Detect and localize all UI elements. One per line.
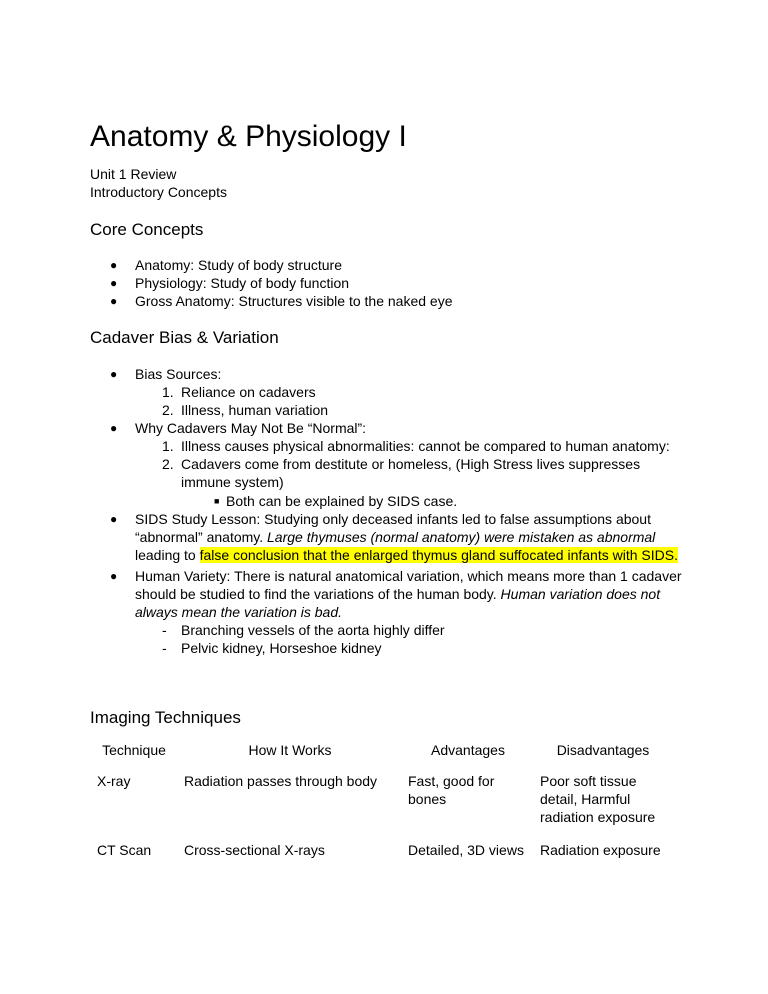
cell-advantages: Fast, good for — [408, 773, 495, 789]
cell-disadvantages: radiation exposure — [540, 809, 656, 825]
variety-item-kidney: Pelvic kidney, Horseshoe kidney — [181, 640, 382, 656]
dash-bullet-icon: - — [162, 622, 167, 638]
bullet-icon: ● — [110, 512, 118, 526]
cell-disadvantages: detail, Harmful — [540, 791, 631, 807]
square-bullet-icon: ■ — [214, 496, 220, 506]
human-variety-italic: always mean the variation is bad. — [135, 604, 342, 620]
sids-lesson-line2 — [135, 528, 655, 546]
bias-item-illness: Illness, human variation — [181, 402, 329, 418]
document-title: Anatomy & Physiology I — [90, 120, 407, 153]
bullet-icon: ● — [110, 276, 118, 290]
cell-how: Radiation passes through body — [184, 773, 378, 789]
table-header-disadvantages: Disadvantages — [556, 742, 650, 758]
core-item-physiology: Physiology: Study of body function — [135, 275, 350, 291]
bias-item-cadavers: Reliance on cadavers — [181, 384, 316, 400]
bullet-icon: ● — [110, 294, 118, 308]
why-cadavers-label: Why Cadavers May Not Be “Normal”: — [135, 420, 367, 436]
bullet-icon: ● — [110, 258, 118, 272]
why-item-destitute-line2: immune system) — [181, 474, 284, 490]
list-number: 1. — [162, 384, 174, 400]
cadaver-heading: Cadaver Bias & Variation — [90, 328, 279, 347]
table-header-technique: Technique — [102, 742, 166, 758]
table-header-how: How It Works — [248, 742, 332, 758]
cell-technique: X-ray — [97, 773, 131, 789]
imaging-heading: Imaging Techniques — [90, 708, 241, 727]
subtitle-topic: Introductory Concepts — [90, 184, 227, 200]
sids-lesson-plain: “abnormal” anatomy. — [135, 529, 268, 545]
sids-lesson-italic: Large thymuses (normal anatomy) were mistaken as abnormal — [267, 529, 656, 545]
core-concepts-heading: Core Concepts — [90, 220, 204, 239]
human-variety-italic: Human variation does not — [500, 586, 661, 602]
list-number: 2. — [162, 456, 174, 472]
sids-lesson-line1: SIDS Study Lesson: Studying only deceased infants led to false assumptions about — [135, 511, 651, 527]
variety-item-aorta: Branching vessels of the aorta highly differ — [181, 622, 445, 638]
human-variety-line1: Human Variety: There is natural anatomical variation, which means more than 1 cadaver — [135, 568, 682, 584]
sids-lesson-highlight: false conclusion that the enlarged thymus gland suffocated infants with SIDS. — [199, 547, 678, 563]
bias-sources-label: Bias Sources: — [135, 366, 222, 382]
why-item-illness: Illness causes physical abnormalities: cannot be compared to human anatomy: — [181, 438, 670, 454]
subtitle-unit: Unit 1 Review — [90, 166, 177, 182]
bullet-icon: ● — [110, 569, 118, 583]
cell-disadvantages: Poor soft tissue — [540, 773, 637, 789]
cell-disadvantages: Radiation exposure — [540, 842, 661, 858]
cell-advantages: bones — [408, 791, 447, 807]
human-variety-line2 — [135, 585, 660, 603]
core-item-gross-anatomy: Gross Anatomy: Structures visible to the naked eye — [135, 293, 453, 309]
bullet-icon: ● — [110, 421, 118, 435]
human-variety-line3 — [135, 603, 342, 621]
bullet-icon: ● — [110, 367, 118, 381]
human-variety-plain: should be studied to find the variations of the human body. — [135, 586, 501, 602]
list-number: 2. — [162, 402, 174, 418]
cell-advantages: Detailed, 3D views — [408, 842, 524, 858]
dash-bullet-icon: - — [162, 640, 167, 656]
sids-lesson-plain: leading to — [135, 547, 200, 563]
core-item-anatomy: Anatomy: Study of body structure — [135, 257, 342, 273]
why-sub-item-sids: Both can be explained by SIDS case. — [226, 493, 458, 509]
cell-how: Cross-sectional X-rays — [184, 842, 325, 858]
why-item-destitute-line1: Cadavers come from destitute or homeless, (High Stress lives suppresses — [181, 456, 641, 472]
sids-lesson-line3 — [135, 546, 678, 564]
table-header-advantages: Advantages — [431, 742, 505, 758]
cell-technique: CT Scan — [97, 842, 152, 858]
list-number: 1. — [162, 438, 174, 454]
